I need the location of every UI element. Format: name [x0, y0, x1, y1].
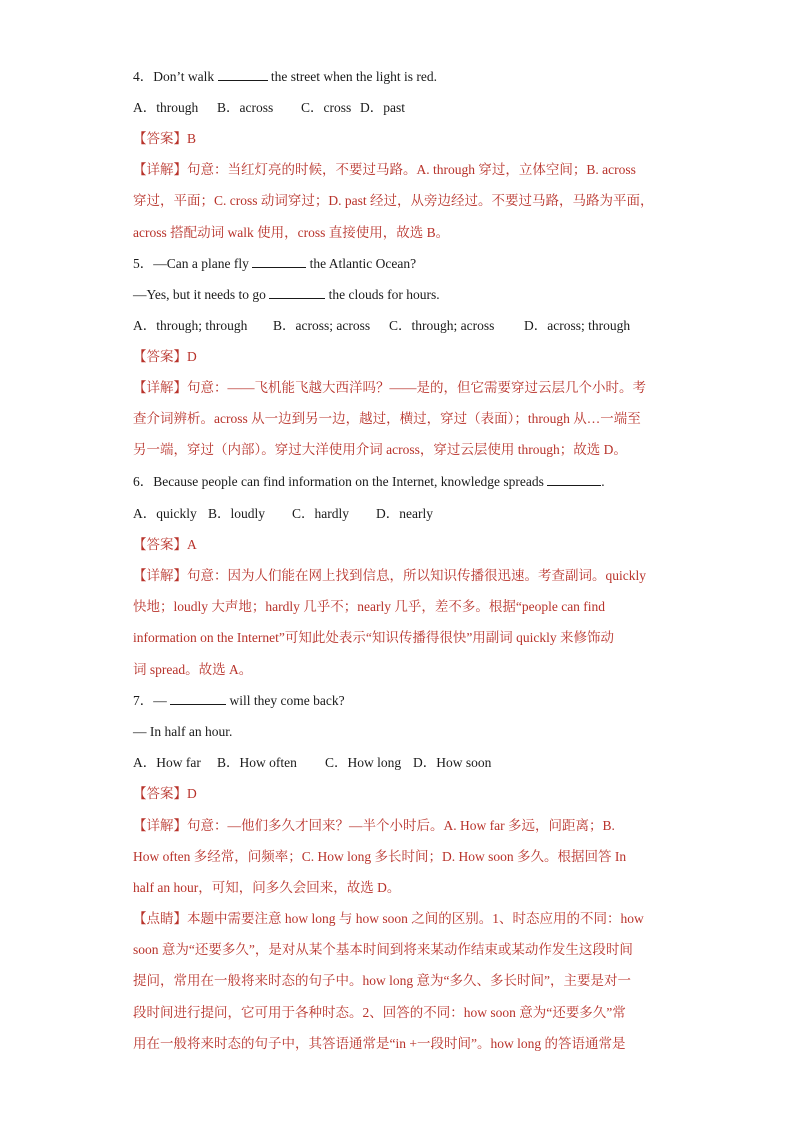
q4-stem [133, 68, 673, 86]
q6-stem-text: 6．Because people can find information on the Internet, knowledge spreads [133, 474, 548, 489]
q7-tip-line: 用在一般将来时态的句子中，其答语通常是“in +一段时间”。how long 的答语通常是 [133, 1036, 626, 1051]
q6-stem [133, 473, 673, 491]
detail-text: 句意：当红灯亮的时候，不要过马路。A. through 穿过，立体空间；B. across [187, 162, 636, 177]
q6-option-d: D．nearly [376, 506, 433, 521]
q6-options [133, 505, 673, 523]
q6-detail-line [133, 567, 673, 585]
q5-stem-text-3: —Yes, but it needs to go [133, 287, 270, 302]
q7-option-b: B．How often [217, 755, 297, 770]
q5-stem-1 [133, 255, 673, 273]
detail-tag: 【详解】 [133, 818, 187, 833]
q4-answer [133, 130, 673, 148]
q7-stem-2: — In half an hour. [133, 724, 233, 739]
q4-option-b: B．across [217, 100, 274, 115]
q7-stem-1 [133, 692, 673, 710]
q5-stem-text-2: the Atlantic Ocean? [306, 256, 417, 271]
q5-answer [133, 348, 673, 366]
tip-text: 本题中需要注意 how long 与 how soon 之间的区别。1、时态应用的不同：how [187, 911, 644, 926]
q6-stem-text-2: . [601, 474, 605, 489]
q7-option-d: D．How soon [413, 755, 492, 770]
q5-blank-1 [252, 255, 306, 268]
q7-tip-line [133, 910, 673, 928]
q7-tip-line: 段时间进行提问，它可用于各种时态。2、回答的不同：how soon 意为“还要多久”常 [133, 1005, 626, 1020]
q7-stem-text-2: will they come back? [226, 693, 345, 708]
q5-option-a: A．through; through [133, 318, 248, 333]
q7-option-c: C．How long [325, 755, 402, 770]
q7-detail-line: half an hour，可知，问多久会回来，故选 D。 [133, 880, 401, 895]
q7-detail-line: How often 多经常，问频率；C. How long 多长时间；D. How soon 多久。根据回答 In [133, 849, 627, 864]
q5-stem-text-4: the clouds for hours. [325, 287, 440, 302]
q6-answer [133, 536, 673, 554]
q4-blank [218, 68, 268, 81]
tip-tag: 【点睛】 [133, 911, 187, 926]
q6-option-b: B．loudly [208, 506, 266, 521]
q7-tip-line: 提问，常用在一般将来时态的句子中。how long 意为“多久、多长时间”，主要是对一 [133, 973, 631, 988]
answer-value: B [187, 131, 197, 146]
answer-tag: 【答案】 [133, 349, 187, 364]
q5-option-b: B．across; across [273, 318, 371, 333]
q7-option-a: A．How far [133, 755, 201, 770]
q5-blank-2 [269, 286, 325, 299]
q4-option-a: A．through [133, 100, 199, 115]
q7-blank [170, 692, 226, 705]
q6-option-c: C．hardly [292, 506, 349, 521]
detail-text: 句意：因为人们能在网上找到信息，所以知识传播很迅速。考查副词。quickly [187, 568, 646, 583]
q4-option-d: D．past [360, 100, 405, 115]
detail-text: 句意：—他们多久才回来？—半个小时后。A. How far 多远，问距离；B. [187, 818, 615, 833]
q4-stem-text-2: the street when the light is red. [267, 69, 437, 84]
detail-tag: 【详解】 [133, 162, 187, 177]
q4-detail-line: across 搭配动词 walk 使用，cross 直接使用，故选 B。 [133, 225, 450, 240]
q4-stem-text: 4．Don’t walk [133, 69, 218, 84]
answer-tag: 【答案】 [133, 131, 187, 146]
answer-value: D [187, 786, 197, 801]
q6-detail-line: information on the Internet”可知此处表示“知识传播得很快”用副词 quickly 来修饰动 [133, 630, 615, 645]
answer-value: A [187, 537, 197, 552]
q6-blank [547, 473, 601, 486]
q4-option-c: C．cross [301, 100, 352, 115]
q5-detail-line: 查介词辨析。across 从一边到另一边，越过，横过，穿过（表面）；through 从…一端至 [133, 411, 641, 426]
q6-option-a: A．quickly [133, 506, 197, 521]
q7-options [133, 754, 673, 772]
q7-answer [133, 785, 673, 803]
answer-value: D [187, 349, 197, 364]
q5-options [133, 317, 673, 335]
q5-option-c: C．through; across [389, 318, 495, 333]
q4-detail-line: 穿过，平面；C. cross 动词穿过；D. past 经过，从旁边经过。不要过马路，马路为平面， [133, 193, 654, 208]
detail-tag: 【详解】 [133, 568, 187, 583]
q5-stem-2 [133, 286, 673, 304]
q6-detail-line: 词 spread。故选 A。 [133, 662, 253, 677]
q6-detail-line: 快地；loudly 大声地；hardly 几乎不；nearly 几乎，差不多。根据“people can find [133, 599, 606, 614]
q5-option-d: D．across; through [524, 318, 631, 333]
detail-text: 句意：——飞机能飞越大西洋吗？——是的，但它需要穿过云层几个小时。考 [187, 380, 646, 395]
q7-detail-line [133, 817, 673, 835]
q5-detail-line: 另一端，穿过（内部）。穿过大洋使用介词 across，穿过云层使用 through；故选 D。 [133, 442, 627, 457]
q5-detail-line [133, 379, 673, 397]
answer-tag: 【答案】 [133, 537, 187, 552]
q4-options [133, 99, 673, 117]
q7-stem-text: 7．— [133, 693, 171, 708]
q4-detail-line [133, 161, 673, 179]
q5-stem-text: 5．—Can a plane fly [133, 256, 253, 271]
answer-tag: 【答案】 [133, 786, 187, 801]
q7-tip-line: soon 意为“还要多久”，是对从某个基本时间到将来某动作结束或某动作发生这段时间 [133, 942, 633, 957]
detail-tag: 【详解】 [133, 380, 187, 395]
